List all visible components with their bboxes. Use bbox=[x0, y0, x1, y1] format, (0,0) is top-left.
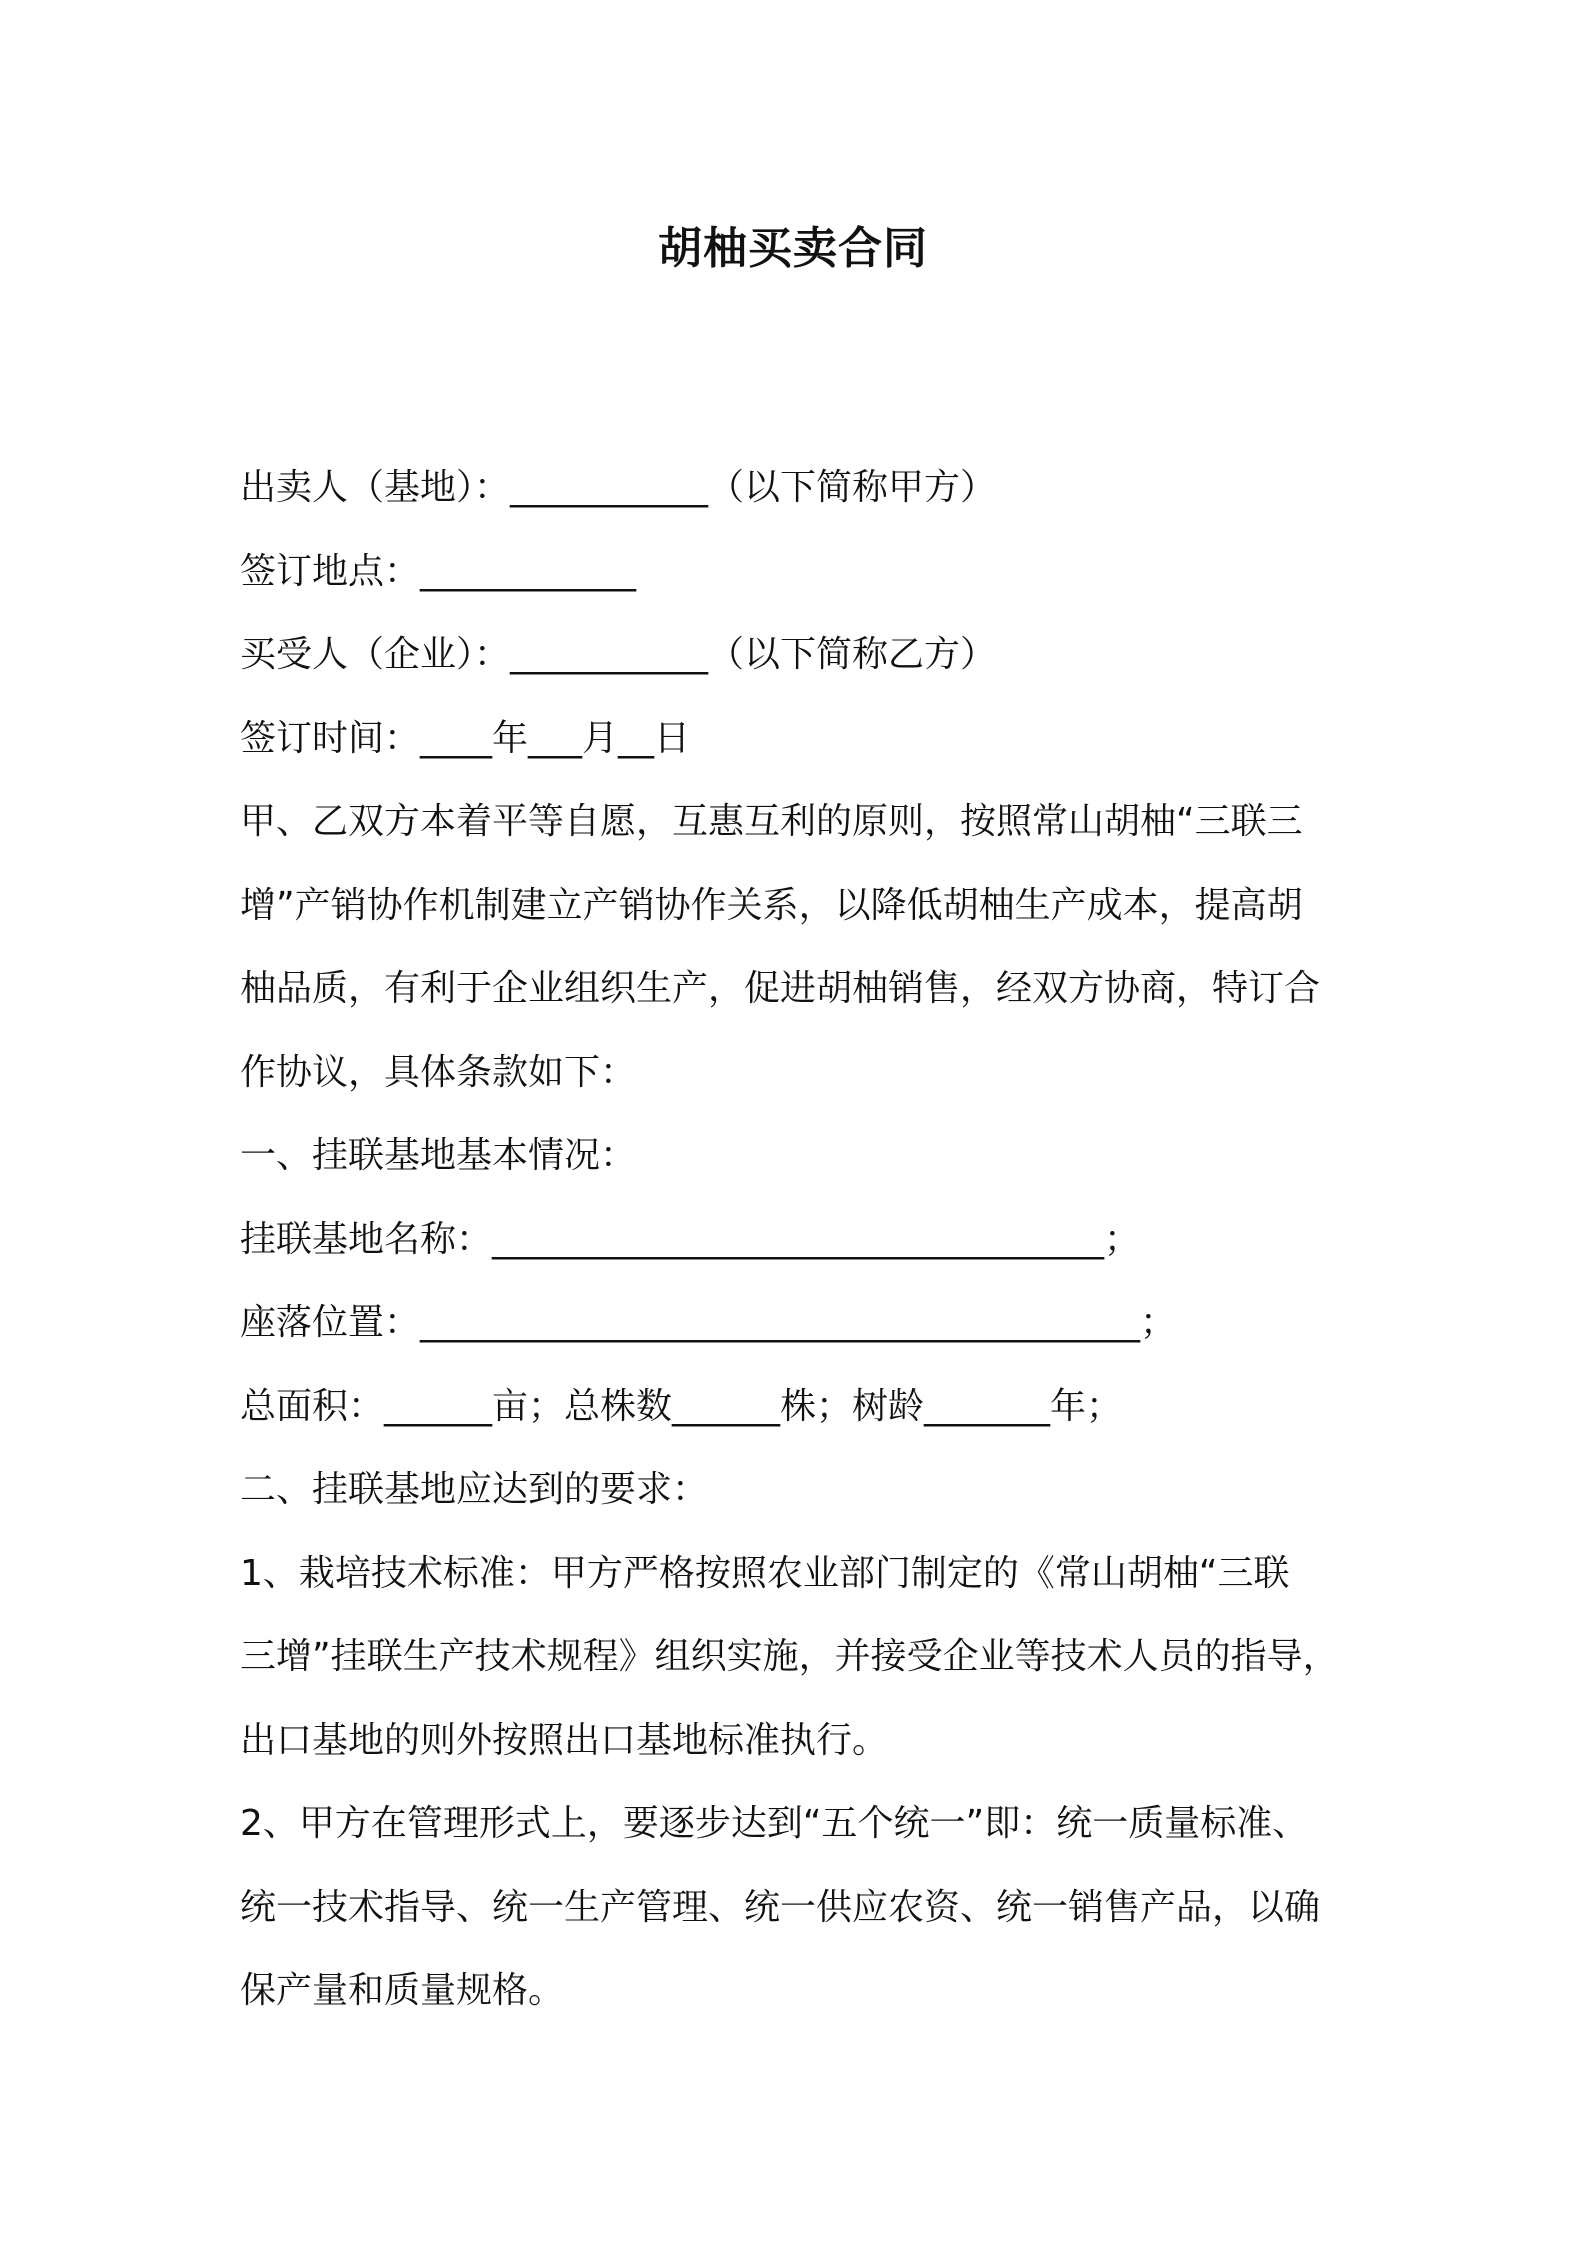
clause-line: 1、栽培技术标准：甲方严格按照农业部门制定的《常山胡柚“三联 bbox=[240, 1552, 1290, 1594]
clause-line: 统一技术指导、统一生产管理、统一供应农资、统一销售产品，以确 bbox=[240, 1886, 1321, 1928]
clause-line: 2、甲方在管理形式上，要逐步达到“五个统一”即：统一质量标准、 bbox=[240, 1803, 1309, 1844]
document-title: 胡柚买卖合同 bbox=[658, 223, 928, 274]
base-name-line: 挂联基地名称：__________________________________； bbox=[240, 1218, 1141, 1260]
area-line: 总面积：______亩；总株数______株；树龄_______年； bbox=[240, 1385, 1123, 1427]
seller-line: 出卖人（基地）：___________（以下简称甲方） bbox=[240, 467, 997, 508]
clause-line: 保产量和质量规格。 bbox=[240, 1970, 565, 2011]
clause-line: 三增”挂联生产技术规程》组织实施，并接受企业等技术人员的指导， bbox=[240, 1636, 1339, 1677]
section-heading: 二、挂联基地应达到的要求： bbox=[240, 1469, 709, 1510]
location-line: 座落位置：________________________________________； bbox=[240, 1302, 1177, 1343]
clause-line: 出口基地的则外按照出口基地标准执行。 bbox=[240, 1719, 889, 1761]
preamble-line: 作协议，具体条款如下： bbox=[240, 1051, 637, 1093]
preamble-line: 柚品质，有利于企业组织生产，促进胡柚销售，经双方协商，特订合 bbox=[240, 968, 1321, 1009]
document-body bbox=[240, 446, 1370, 2033]
preamble-line: 甲、乙双方本着平等自愿，互惠互利的原则，按照常山胡柚“三联三 bbox=[240, 801, 1303, 842]
signing-date-line: 签订时间：____年___月__日 bbox=[240, 717, 691, 759]
section-heading: 一、挂联基地基本情况： bbox=[240, 1135, 637, 1176]
buyer-line: 买受人（企业）：___________（以下简称乙方） bbox=[240, 634, 997, 675]
signing-place-line: 签订地点：____________ bbox=[240, 550, 637, 592]
preamble-line: 增”产销协作机制建立产销协作关系，以降低胡柚生产成本，提高胡 bbox=[240, 884, 1303, 926]
